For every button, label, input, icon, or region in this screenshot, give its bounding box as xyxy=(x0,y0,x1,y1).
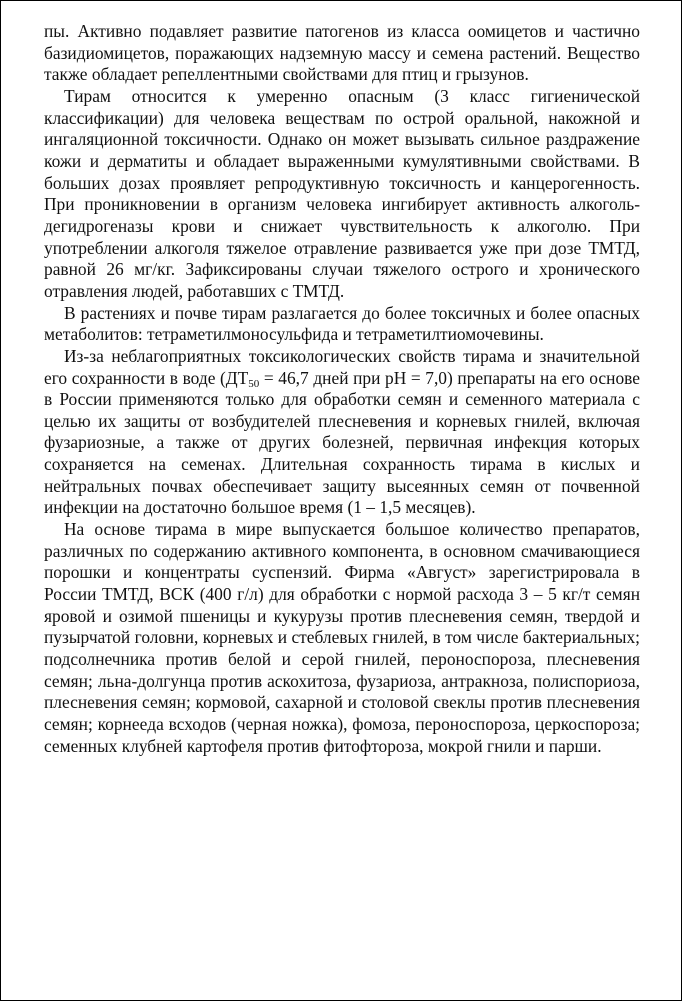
paragraph-1: пы. Активно подавляет развитие патогенов из класса оомицетов и частично базидиомицетов, поражающих надземную массу и семена растений. Вещество также обладает репеллентными свойствами для птиц и грызунов. xyxy=(44,21,640,85)
document-body xyxy=(44,21,640,757)
paragraph-4 xyxy=(44,346,640,519)
dt50-subscript: 50 xyxy=(248,377,260,390)
paragraph-5: На основе тирама в мире выпускается большое количество препаратов, различных по содержанию активного компонента, в основном смачивающиеся порошки и концентраты суспензий. Фирма «Август» зарегистрировала в России ТМТД, ВСК (400 г/л) для обработки с нормой расхода 3 – 5 кг/т семян яровой и озимой пшеницы и кукурузы против плесневения семян, твердой и пузырчатой головни, корневых и стеблевых гнилей, в том числе бактериальных; подсолнечника против белой и серой гнилей, пероноспороза, плесневения семян; льна-долгунца против аскохитоза, фузариоза, антракноза, полиспориоза, плесневения семян; кормовой, сахарной и столовой свеклы против плесневения семян; корнеeда всходов (черная ножка), фомоза, пероноспороза, церкоспороза; семенных клубней картофеля против фитофтороза, мокрой гнили и парши. xyxy=(44,519,640,756)
paragraph-2: Тирам относится к умеренно опасным (3 класс гигиенической классификации) для человека веществам по острой оральной, накожной и ингаляционной токсичности. Однако он может вызывать сильное раздражение кожи и дерматиты и обладает выраженными кумулятивными свойствами. В больших дозах проявляет репродуктивную токсичность и канцерогенность. При проникновении в организм человека ингибирует активность алкоголь-дегидрогеназы крови и снижает чувствительность к алкоголю. При употреблении алкоголя тяжелое отравление развивается уже при дозе ТМТД, равной 26 мг/кг. Зафиксированы случаи тяжелого острого и хронического отравления людей, работавших с ТМТД. xyxy=(44,85,640,301)
paragraph-4-text-end: = 46,7 дней при pH = 7,0) препараты на его основе в России применяются только для обработки семян и семенного материала с целью их защиты от возбудителей плесневения и корневых гнилей, включая фузариозные, а также от других болезней, первичная инфекция которых сохраняется на семенах. Длительная сохранность тирама в кислых и нейтральных почвах обеспечивает защиту высеянных семян от почвенной инфекции на достаточно большое время (1 – 1,5 месяцев). xyxy=(44,367,640,518)
paragraph-3: В растениях и почве тирам разлагается до более токсичных и более опасных метаболитов: тетраметилмоносульфида и тетраметилтиомочевины. xyxy=(44,302,640,345)
paragraph-4-text-start: Из-за неблагоприятных токсикологических свойств тирама и значительной его сохранности в воде (ДТ xyxy=(44,345,640,388)
